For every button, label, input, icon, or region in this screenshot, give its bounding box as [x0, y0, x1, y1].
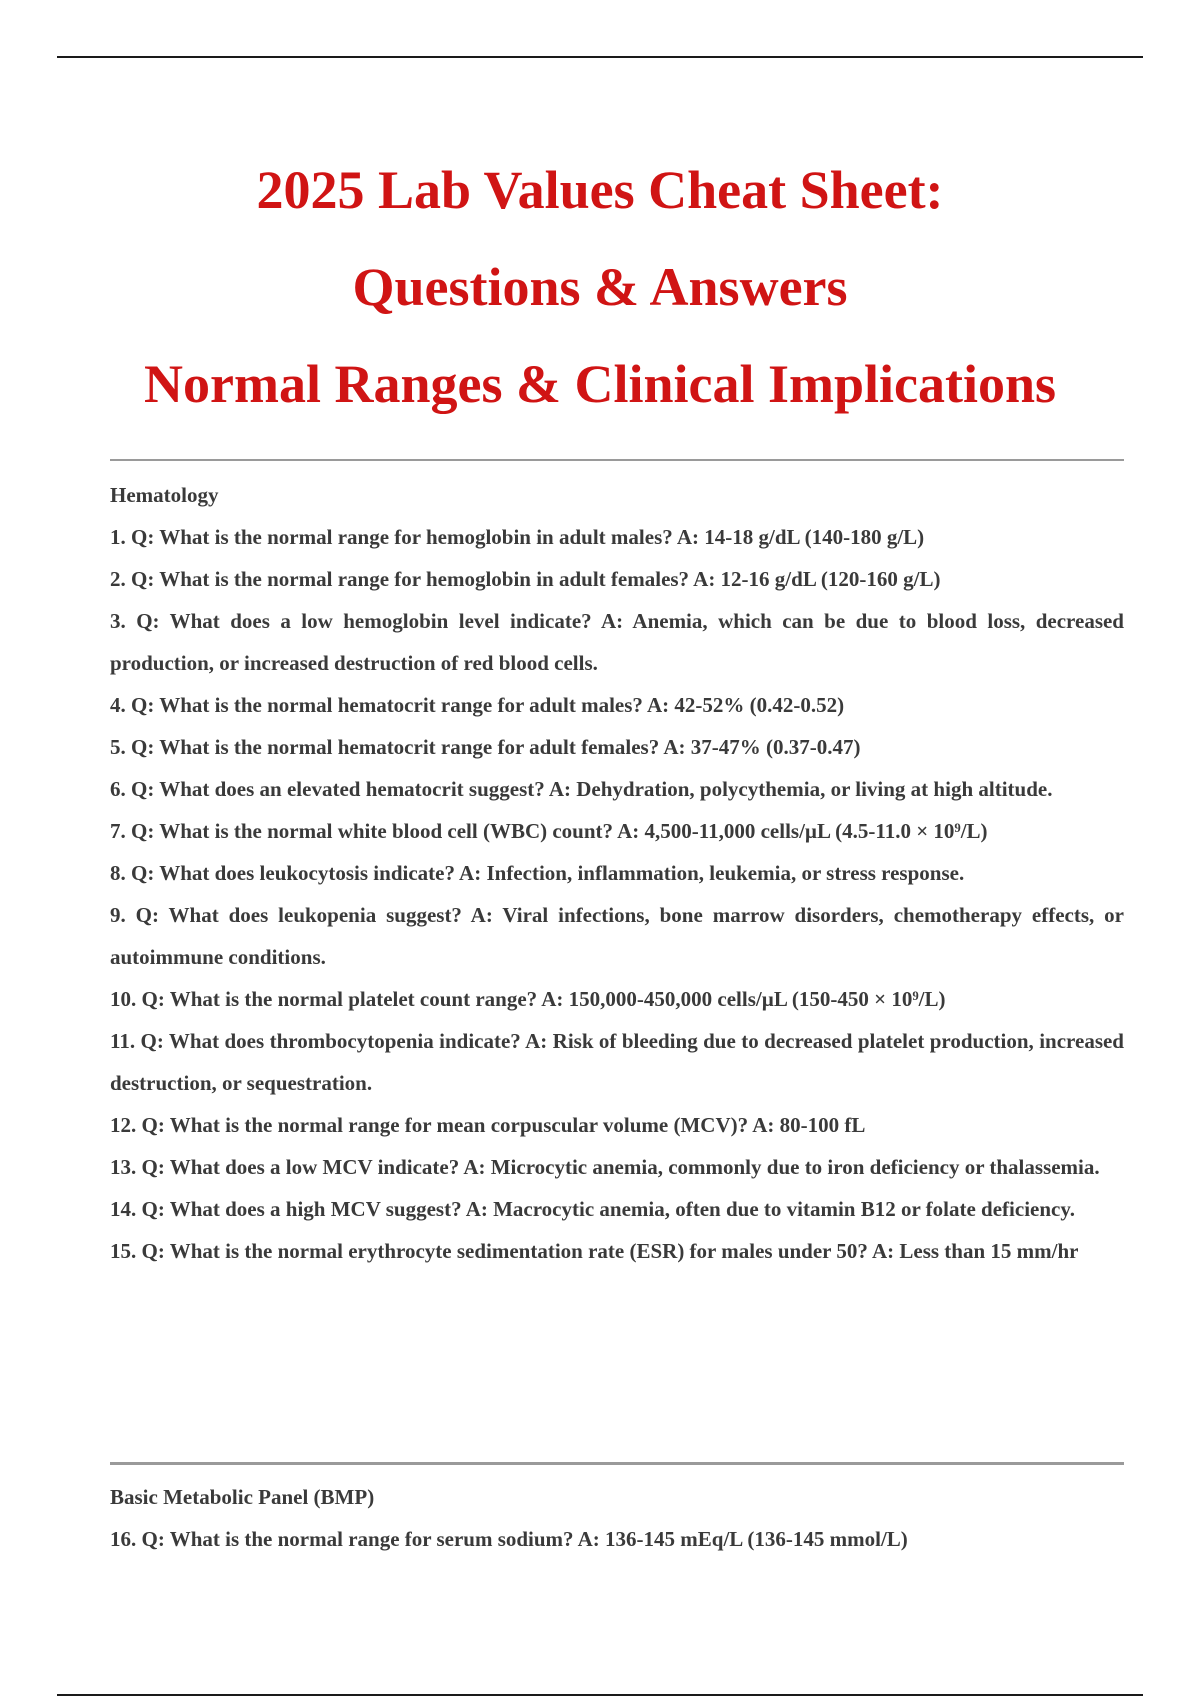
qa-item: 10. Q: What is the normal platelet count range? A: 150,000-450,000 cells/µL (150-450 × 10⁹/L)	[110, 987, 946, 1011]
qa-item: 9. Q: What does leukopenia suggest? A: Viral infections, bone marrow disorders, chemotherapy effects, or autoimmune conditions.	[110, 903, 1124, 969]
section-divider	[110, 1462, 1124, 1465]
qa-item: 3. Q: What does a low hemoglobin level indicate? A: Anemia, which can be due to blood loss, decreased production, or increased destruction of red blood cells.	[110, 609, 1124, 675]
qa-item: 16. Q: What is the normal range for serum sodium? A: 136-145 mEq/L (136-145 mmol/L)	[110, 1527, 908, 1551]
section-heading: Hematology	[110, 483, 219, 507]
title-line-1: 2025 Lab Values Cheat Sheet:	[256, 160, 944, 220]
section-divider	[110, 459, 1124, 461]
qa-item: 7. Q: What is the normal white blood cell (WBC) count? A: 4,500-11,000 cells/µL (4.5-11.0 × 10⁹/L)	[110, 819, 988, 843]
qa-item: 11. Q: What does thrombocytopenia indicate? A: Risk of bleeding due to decreased platelet production, increased destruction, or sequestration.	[110, 1029, 1124, 1095]
qa-item: 1. Q: What is the normal range for hemoglobin in adult males? A: 14-18 g/dL (140-180 g/L)	[110, 525, 925, 549]
qa-item: 4. Q: What is the normal hematocrit range for adult males? A: 42-52% (0.42-0.52)	[110, 693, 845, 717]
qa-item: 13. Q: What does a low MCV indicate? A: Microcytic anemia, commonly due to iron deficiency or thalassemia.	[110, 1155, 1100, 1179]
qa-item: 12. Q: What is the normal range for mean corpuscular volume (MCV)? A: 80-100 fL	[110, 1113, 866, 1137]
bottom-rule	[57, 1694, 1143, 1696]
qa-item: 2. Q: What is the normal range for hemoglobin in adult females? A: 12-16 g/dL (120-160 g/L)	[110, 567, 941, 591]
qa-item: 15. Q: What is the normal erythrocyte sedimentation rate (ESR) for males under 50? A: Less than 15 mm/hr	[110, 1239, 1079, 1263]
qa-item: 6. Q: What does an elevated hematocrit suggest? A: Dehydration, polycythemia, or living at high altitude.	[110, 777, 1053, 801]
document-title	[0, 142, 1200, 433]
top-rule	[57, 56, 1143, 58]
section-heading: Basic Metabolic Panel (BMP)	[110, 1485, 375, 1509]
qa-item: 14. Q: What does a high MCV suggest? A: Macrocytic anemia, often due to vitamin B12 or folate deficiency.	[110, 1197, 1075, 1221]
title-line-3: Normal Ranges & Clinical Implications	[144, 354, 1056, 414]
qa-item: 8. Q: What does leukocytosis indicate? A: Infection, inflammation, leukemia, or stress response.	[110, 861, 965, 885]
qa-item: 5. Q: What is the normal hematocrit range for adult females? A: 37-47% (0.37-0.47)	[110, 735, 861, 759]
section-bmp	[110, 1476, 1124, 1560]
section-hematology	[110, 474, 1124, 1272]
title-line-2: Questions & Answers	[352, 257, 848, 317]
